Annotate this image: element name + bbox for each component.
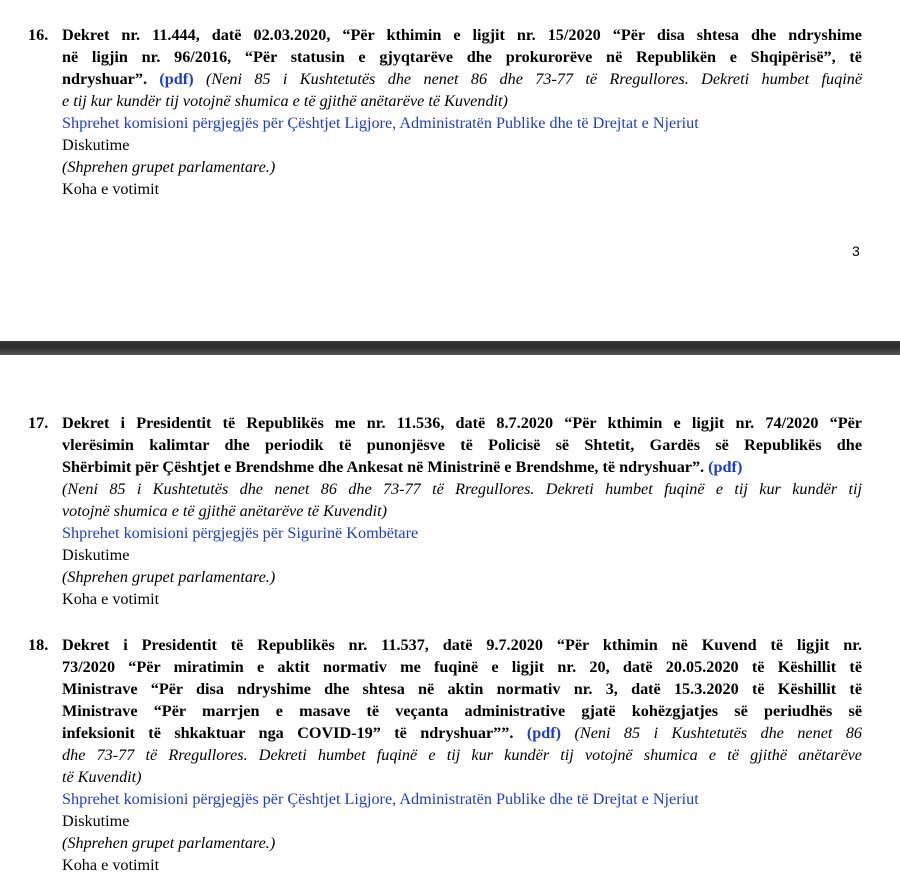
groups-label: (Shprehen grupet parlamentare.): [62, 834, 276, 852]
pdf-link[interactable]: (pdf): [708, 458, 743, 476]
committee-link[interactable]: Shprehet komisioni përgjegjës për Sigurinë Kombëtare: [62, 524, 419, 542]
item-title-line: vlerësimin kalimtar dhe periodik të punonjësve të Policisë së Shtetit, Gardës së Republikës dhe: [62, 436, 862, 454]
item-note-line: dhe 73-77 të Rregullores. Dekreti humbet fuqinë e tij kur kundër tij votojnë shumica e të gjithë anëtarëve: [62, 746, 862, 764]
item-title-line: në ligjin nr. 96/2016, “Për statusin e gjyqtarëve dhe prokurorëve në Republikën e Shqipërisë”, të: [62, 48, 862, 66]
document-page-upper: [0, 0, 900, 341]
item-note-line: e tij kur kundër tij votojnë shumica e të gjithë anëtarëve të Kuvendit): [62, 92, 508, 110]
pdf-link[interactable]: (pdf): [159, 70, 194, 88]
groups-label: (Shprehen grupet parlamentare.): [62, 158, 276, 176]
committee-link[interactable]: Shprehet komisioni përgjegjës për Çështjet Ligjore, Administratën Publike dhe të Drejtat e Njeriut: [62, 114, 699, 132]
item-note-line: (Neni 85 i Kushtetutës dhe nenet 86 dhe 73-77 të Rregullores. Dekreti humbet fuqinë e tij kur kundër tij: [62, 480, 862, 498]
page-number: 3: [852, 243, 860, 259]
item-number: 18.: [28, 636, 49, 654]
item-title-line: ndryshuar”.: [62, 70, 148, 88]
item-title-line: 73/2020 “Për miratimin e aktit normativ me fuqinë e ligjit nr. 20, datë 20.05.2020 të Këshillit të: [62, 658, 862, 676]
groups-label: (Shprehen grupet parlamentare.): [62, 568, 276, 586]
vote-label: Koha e votimit: [62, 180, 160, 198]
discussion-label: Diskutime: [62, 136, 130, 154]
item-title-line-with-note: [62, 722, 862, 744]
item-title-line: Shërbimit për Çështjet e Brendshme dhe Ankesat në Ministrinë e Brendshme, të ndryshuar”.: [62, 458, 705, 476]
discussion-label: Diskutime: [62, 812, 130, 830]
item-title-line: Ministrave “Për marrjen e masave të veçanta administrative gjatë kohëzgjatjes së periudhës së: [62, 702, 862, 720]
item-title-line-with-note: [62, 68, 862, 90]
document-page-lower: [0, 355, 900, 896]
item-note-line: votojnë shumica e të gjithë anëtarëve të Kuvendit): [62, 502, 387, 520]
item-note-line: (Neni 85 i Kushtetutës dhe nenet 86: [574, 724, 862, 742]
vote-label: Koha e votimit: [62, 590, 160, 608]
item-title-line: Dekret i Presidentit të Republikës nr. 11.537, datë 9.7.2020 “Për kthimin në Kuvend të ligjit nr.: [62, 636, 862, 654]
item-note-line: të Kuvendit): [62, 768, 142, 786]
item-title-line: Dekret i Presidentit të Republikës me nr. 11.536, datë 8.7.2020 “Për kthimin e ligjit nr. 74/2020 “Për: [62, 414, 862, 432]
item-number: 16.: [28, 26, 49, 44]
pdf-link[interactable]: (pdf): [526, 724, 562, 742]
item-title-line: Dekret nr. 11.444, datë 02.03.2020, “Për kthimin e ligjit nr. 15/2020 “Për disa shtesa dhe ndryshime: [62, 26, 862, 44]
item-title-line-with-pdf: [62, 456, 862, 478]
discussion-label: Diskutime: [62, 546, 130, 564]
item-title-line: Ministrave “Për disa ndryshime dhe shtesa në aktin normativ nr. 3, datë 15.3.2020 të Këshillit të: [62, 680, 862, 698]
item-number: 17.: [28, 414, 49, 432]
vote-label: Koha e votimit: [62, 856, 160, 874]
page-separator: [0, 341, 900, 355]
item-title-line: infeksionit të shkaktuar nga COVID-19” të ndryshuar””.: [62, 724, 514, 742]
committee-link[interactable]: Shprehet komisioni përgjegjës për Çështjet Ligjore, Administratën Publike dhe të Drejtat e Njeriut: [62, 790, 699, 808]
item-note-line: (Neni 85 i Kushtetutës dhe nenet 86 dhe 73-77 të Rregullores. Dekreti humbet fuqinë: [205, 70, 862, 88]
